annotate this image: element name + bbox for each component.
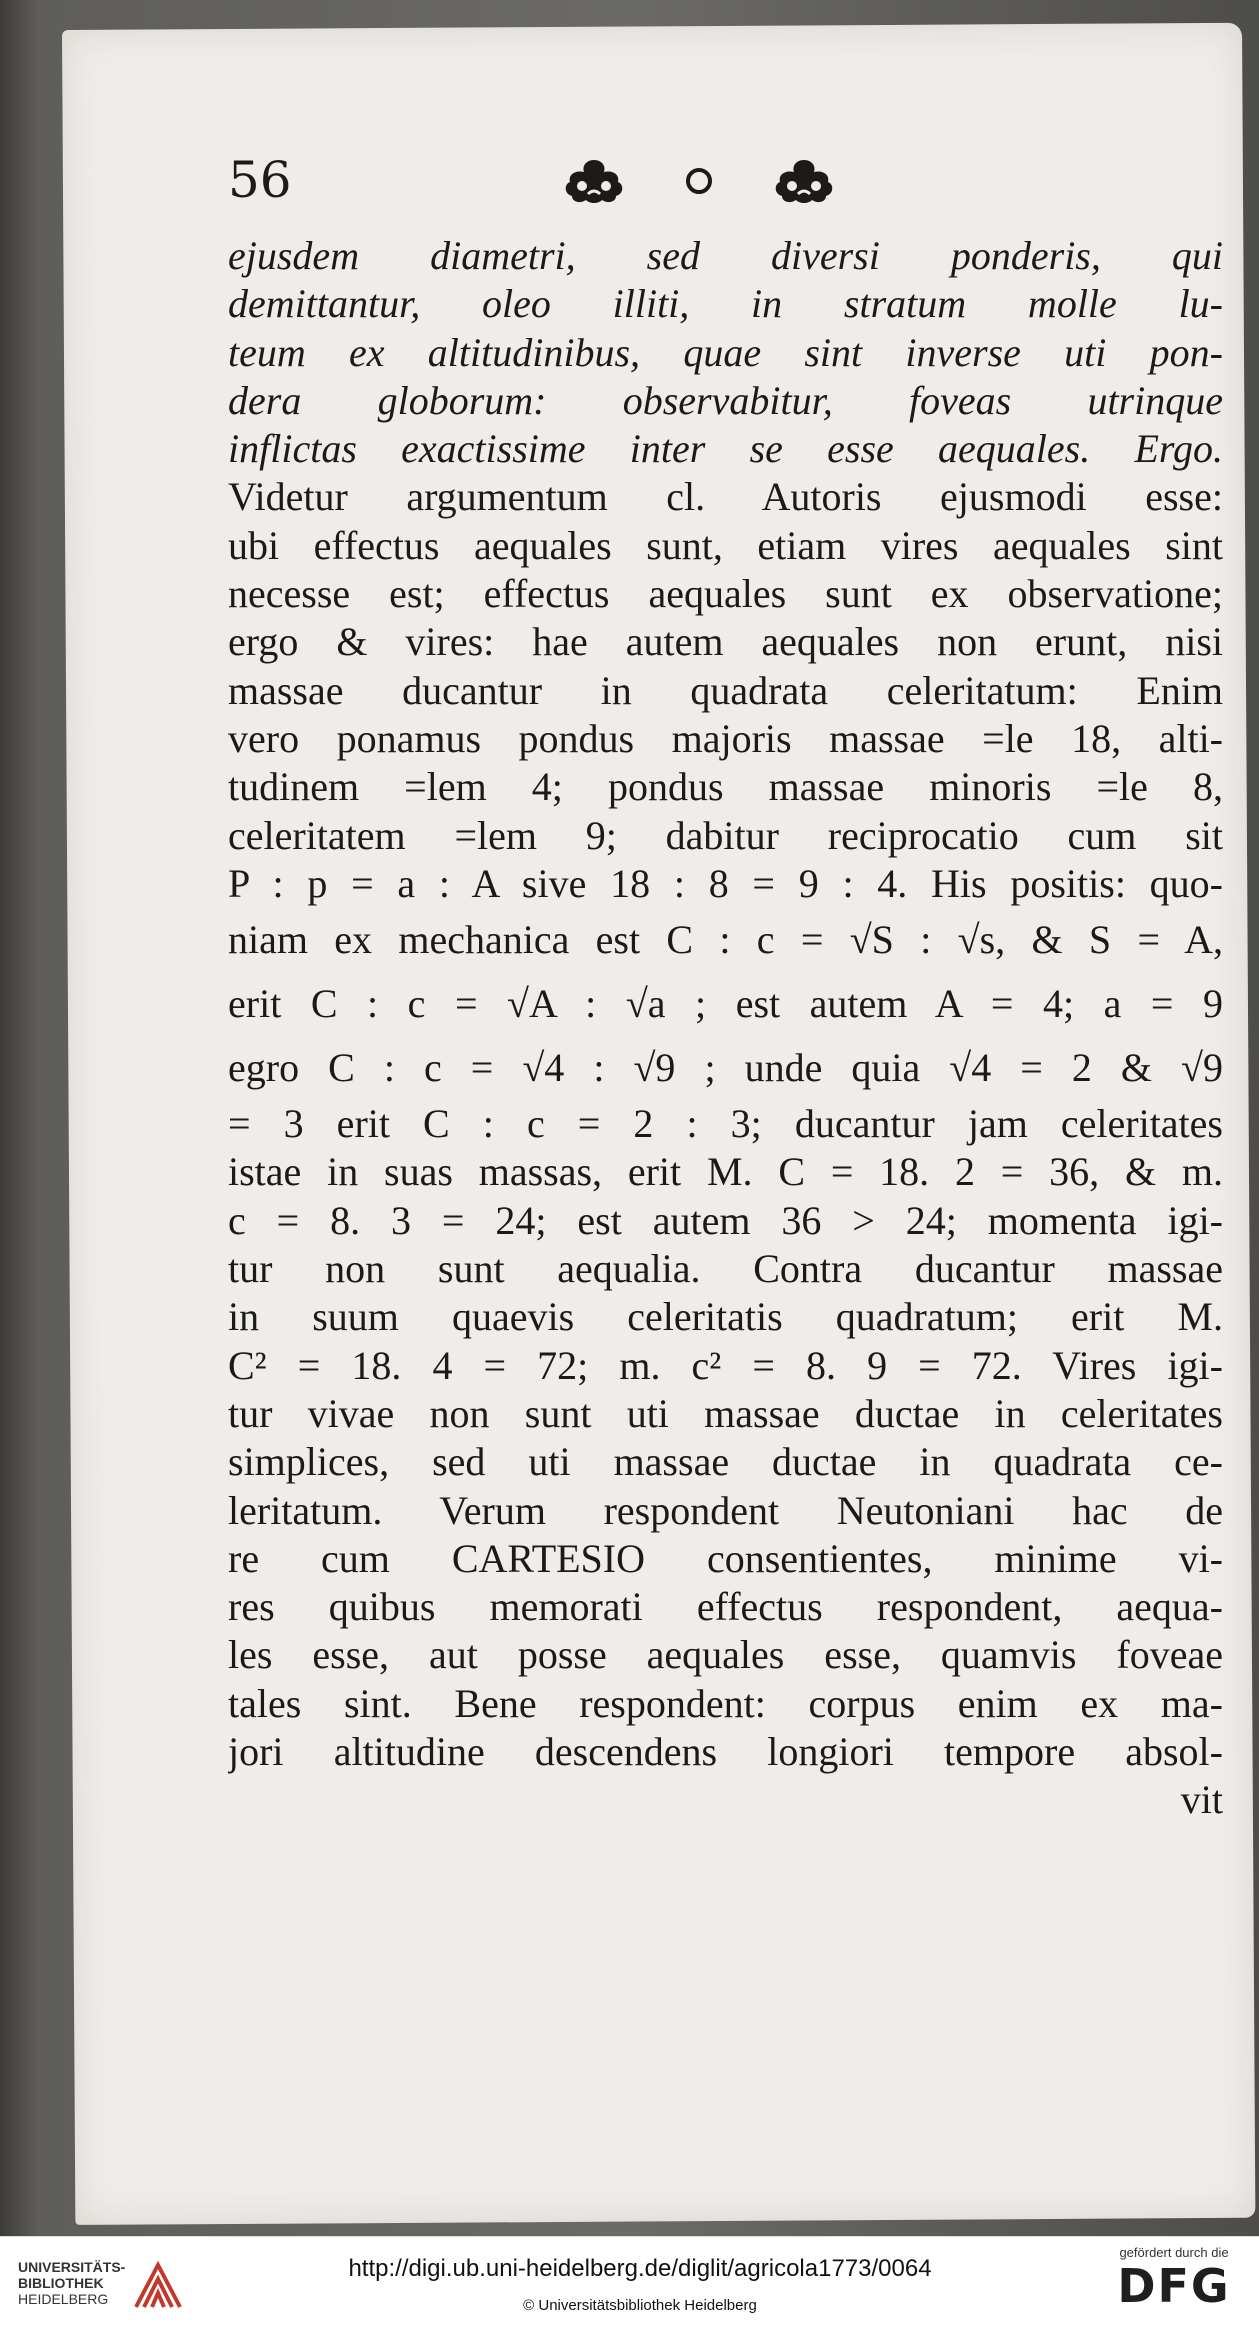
text-line: leritatum. Verum respondent Neutoniani hac de [228,1487,1223,1533]
text-line: erit C : c = √A : √a ; est autem A = 4; a = 9 [228,981,1223,1027]
text-line: massae ducantur in quadrata celeritatum: Enim [228,667,1223,713]
dfg-logo: DFG [1117,2259,1231,2313]
text-line: teum ex altitudinibus, quae sint inverse uti pon- [228,329,1223,375]
dfg-funder[interactable] [1109,2245,1239,2321]
page-header [228,150,1228,210]
text-line: niam ex mechanica est C : c = √S : √s, & S = A, [228,917,1223,963]
text-line: inflictas exactissime inter se esse aequales. Ergo. [228,426,1223,472]
text-line: demittantur, oleo illiti, in stratum molle lu- [228,281,1223,327]
university-emblem-icon [130,2259,186,2313]
circle-ornament-icon [686,168,712,194]
text-line: ubi effectus aequales sunt, etiam vires aequales sint [228,522,1223,568]
logo-line-2: BIBLIOTHEK [18,2275,104,2291]
text-line: celeritatem =lem 9; dabitur reciprocatio cum sit [228,812,1223,858]
text-line: in suum quaevis celeritatis quadratum; erit M. [228,1294,1223,1340]
text-line: ergo & vires: hae autem aequales non erunt, nisi [228,619,1223,665]
text-line: tur vivae non sunt uti massae ductae in celeritates [228,1390,1223,1436]
text-line: simplices, sed uti massae ductae in quadrata ce- [228,1439,1223,1485]
copyright-notice: © Universitätsbibliothek Heidelberg [523,2297,757,2314]
viewer-footer [0,2236,1259,2328]
logo-line-3: HEIDELBERG [18,2291,109,2307]
text-line: tudinem =lem 4; pondus massae minoris =le 8, [228,764,1223,810]
text-line: vero ponamus pondus majoris massae =le 18, alti- [228,715,1223,761]
fleuron-ornament-icon [558,156,630,206]
text-line: Videtur argumentum cl. Autoris ejusmodi esse: [228,474,1223,520]
text-line: jori altitudine descendens longiori tempore absol- [228,1729,1223,1775]
body-text [228,232,1223,1825]
text-line: les esse, aut posse aequales esse, quamvis foveae [228,1632,1223,1678]
text-line: res quibus memorati effectus respondent, aequa- [228,1584,1223,1630]
text-line: re cum CARTESIO consentientes, minime vi- [228,1535,1223,1581]
text-line: tur non sunt aequalia. Contra ducantur massae [228,1246,1223,1292]
text-line: c = 8. 3 = 24; est autem 36 > 24; momenta igi- [228,1197,1223,1243]
fleuron-ornament-icon [768,156,840,206]
page-number: 56 [228,151,292,209]
permalink-url[interactable]: http://digi.ub.uni-heidelberg.de/diglit/agricola1773/0064 [348,2255,932,2282]
text-line: ejusdem diametri, sed diversi ponderis, qui [228,233,1223,278]
text-line: tales sint. Bene respondent: corpus enim ex ma- [228,1680,1223,1726]
text-line: necesse est; effectus aequales sunt ex observatione; [228,571,1223,617]
text-line: P : p = a : A sive 18 : 8 = 9 : 4. His positis: quo- [228,860,1223,906]
funder-note: gefördert durch die [1119,2245,1229,2260]
text-line: istae in suas massas, erit M. C = 18. 2 = 36, & m. [228,1149,1223,1195]
text-line: C² = 18. 4 = 72; m. c² = 8. 9 = 72. Vires igi- [228,1342,1223,1388]
university-library-logo[interactable] [18,2259,188,2315]
logo-text [18,2259,125,2307]
text-line: dera globorum: observabitur, foveas utrinque [228,377,1223,423]
catchword: vit [1180,1777,1223,1823]
logo-line-1: UNIVERSITÄTS- [18,2259,126,2275]
text-line: = 3 erit C : c = 2 : 3; ducantur jam celeritates [228,1101,1223,1147]
text-line: egro C : c = √4 : √9 ; unde quia √4 = 2 & √9 [228,1045,1223,1091]
